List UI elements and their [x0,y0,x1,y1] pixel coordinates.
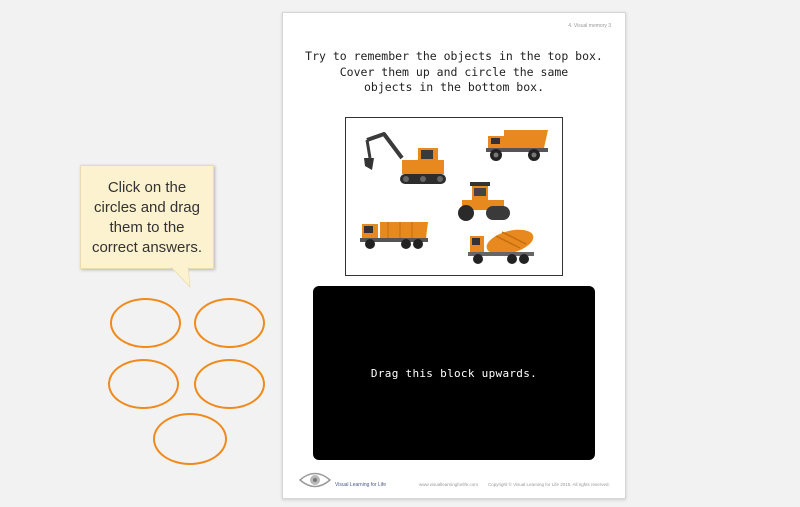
instruction-callout [80,165,214,269]
worksheet-page [282,12,626,499]
eye-logo-icon [299,469,331,491]
callout-line: correct answers. [91,239,203,256]
drag-circle-1[interactable] [110,298,181,348]
page-tag: 4. Visual memory 3 [568,23,611,29]
callout-line: Click on the [107,179,187,196]
footer-copyright: Copyright © Visual Learning for Life 2015. All rights reserved. [488,482,610,487]
callout-line: circles and drag [94,199,200,216]
instruction-line: objects in the bottom box. [363,80,544,94]
callout-line: them to the [109,219,185,236]
dump-truck-icon [486,126,550,162]
callout-tail [170,266,192,288]
drag-circle-5[interactable] [153,413,227,465]
drag-circle-2[interactable] [194,298,265,348]
callout-text [81,178,213,258]
excavator-icon [362,128,448,186]
drag-circle-3[interactable] [108,359,179,409]
cover-block[interactable] [313,286,595,460]
objects-box [345,117,563,276]
cement-mixer-icon [468,226,540,266]
tipper-truck-icon [360,218,430,250]
footer-url: www.visuallearningforlife.com [419,482,479,487]
instructions [283,49,625,96]
instruction-line: Try to remember the objects in the top box. [305,49,603,63]
drag-circle-4[interactable] [194,359,265,409]
road-roller-icon [452,180,512,222]
footer-logo-text: Visual Learning for Life [335,482,387,488]
cover-block-label: Drag this block upwards. [370,366,538,380]
instruction-line: Cover them up and circle the same [339,64,569,79]
